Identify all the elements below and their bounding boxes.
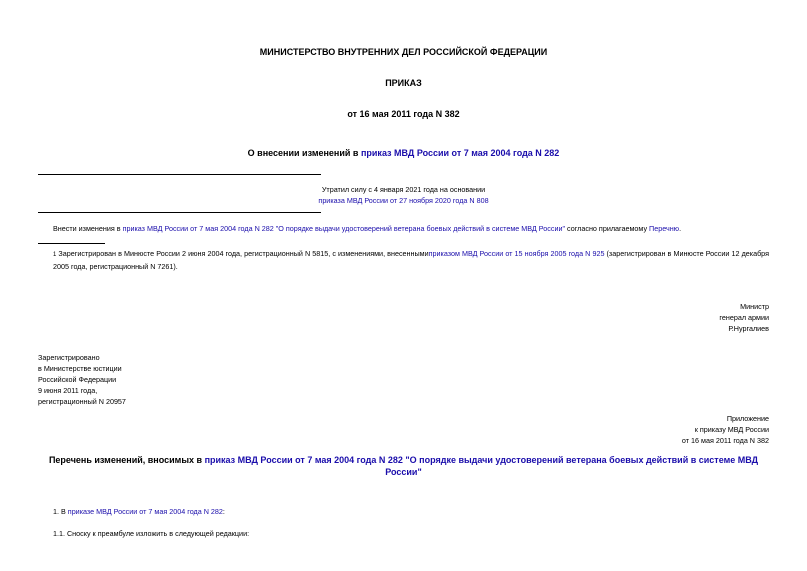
body-middle: согласно прилагаемому xyxy=(565,224,650,233)
order-date-number: от 16 мая 2011 года N 382 xyxy=(347,109,460,119)
status-line: Утратил силу с 4 января 2021 года на основании xyxy=(321,185,486,194)
divider-bottom xyxy=(38,212,321,213)
order-282-link[interactable]: приказ МВД России от 7 мая 2004 года N 282 "О порядке выдачи удостоверений ветерана боевых действий в системе МВД России" xyxy=(122,224,566,233)
item-1-end: : xyxy=(222,507,225,516)
order-925-link[interactable]: приказом МВД России от 15 ноября 2005 года N 925 xyxy=(428,249,605,258)
registration-line-5: регистрационный N 20957 xyxy=(38,397,126,406)
list-title-prefix: Перечень изменений, вносимых в xyxy=(48,455,205,465)
ministry-heading: МИНИСТЕРСТВО ВНУТРЕННИХ ДЕЛ РОССИЙСКОЙ ФЕДЕРАЦИИ xyxy=(259,47,548,57)
title-prefix: О внесении изменений в xyxy=(247,148,361,158)
registration-line-4: 9 июня 2011 года, xyxy=(38,386,98,395)
body-paragraph xyxy=(53,223,773,234)
document-title xyxy=(0,148,807,158)
footnote-text-2: (зарегистрирован в Минюсте России 12 декабря 2005 года, регистрационный N 7261). xyxy=(53,249,769,271)
doc-type-heading: ПРИКАЗ xyxy=(385,78,422,88)
registration-line-3: Российской Федерации xyxy=(38,375,117,384)
footnote-text-1: Зарегистрирован в Минюсте России 2 июня 2004 года, регистрационный N 5815, с изменениями, внесенными xyxy=(56,249,429,258)
footnote-marker: 1 xyxy=(53,252,57,258)
appendix-line-3: от 16 мая 2011 года N 382 xyxy=(681,436,769,445)
item-1 xyxy=(53,506,225,517)
title-link[interactable]: приказ МВД России от 7 мая 2004 года N 282 xyxy=(360,148,560,158)
list-title-link[interactable]: приказ МВД России от 7 мая 2004 года N 282 "О порядке выдачи удостоверений ветерана боевых действий в системе МВД России" xyxy=(204,455,759,477)
item-1-1: 1.1. Сноску к преамбуле изложить в следующей редакции: xyxy=(53,529,250,538)
body-end: . xyxy=(679,224,682,233)
footnote xyxy=(53,248,769,272)
repeal-order-link[interactable]: приказа МВД России от 27 ноября 2020 года N 808 xyxy=(318,196,489,205)
body-prefix: Внести изменения в xyxy=(53,224,123,233)
list-link[interactable]: Перечню xyxy=(649,224,680,233)
status-link-wrap xyxy=(0,195,807,206)
item-1-link[interactable]: приказе МВД России от 7 мая 2004 года N 282 xyxy=(67,507,223,516)
signature-position-1: Министр xyxy=(740,302,769,311)
appendix-line-2: к приказу МВД России xyxy=(694,425,769,434)
divider-top xyxy=(38,174,321,175)
registration-line-2: в Министерстве юстиции xyxy=(38,364,122,373)
registration-line-1: Зарегистрировано xyxy=(38,353,100,362)
footnote-divider xyxy=(38,243,105,244)
list-title xyxy=(48,454,759,478)
appendix-line-1: Приложение xyxy=(726,414,769,423)
signature-name: Р.Нургалиев xyxy=(728,324,769,333)
item-1-prefix: 1. В xyxy=(53,507,68,516)
signature-position-2: генерал армии xyxy=(719,313,769,322)
